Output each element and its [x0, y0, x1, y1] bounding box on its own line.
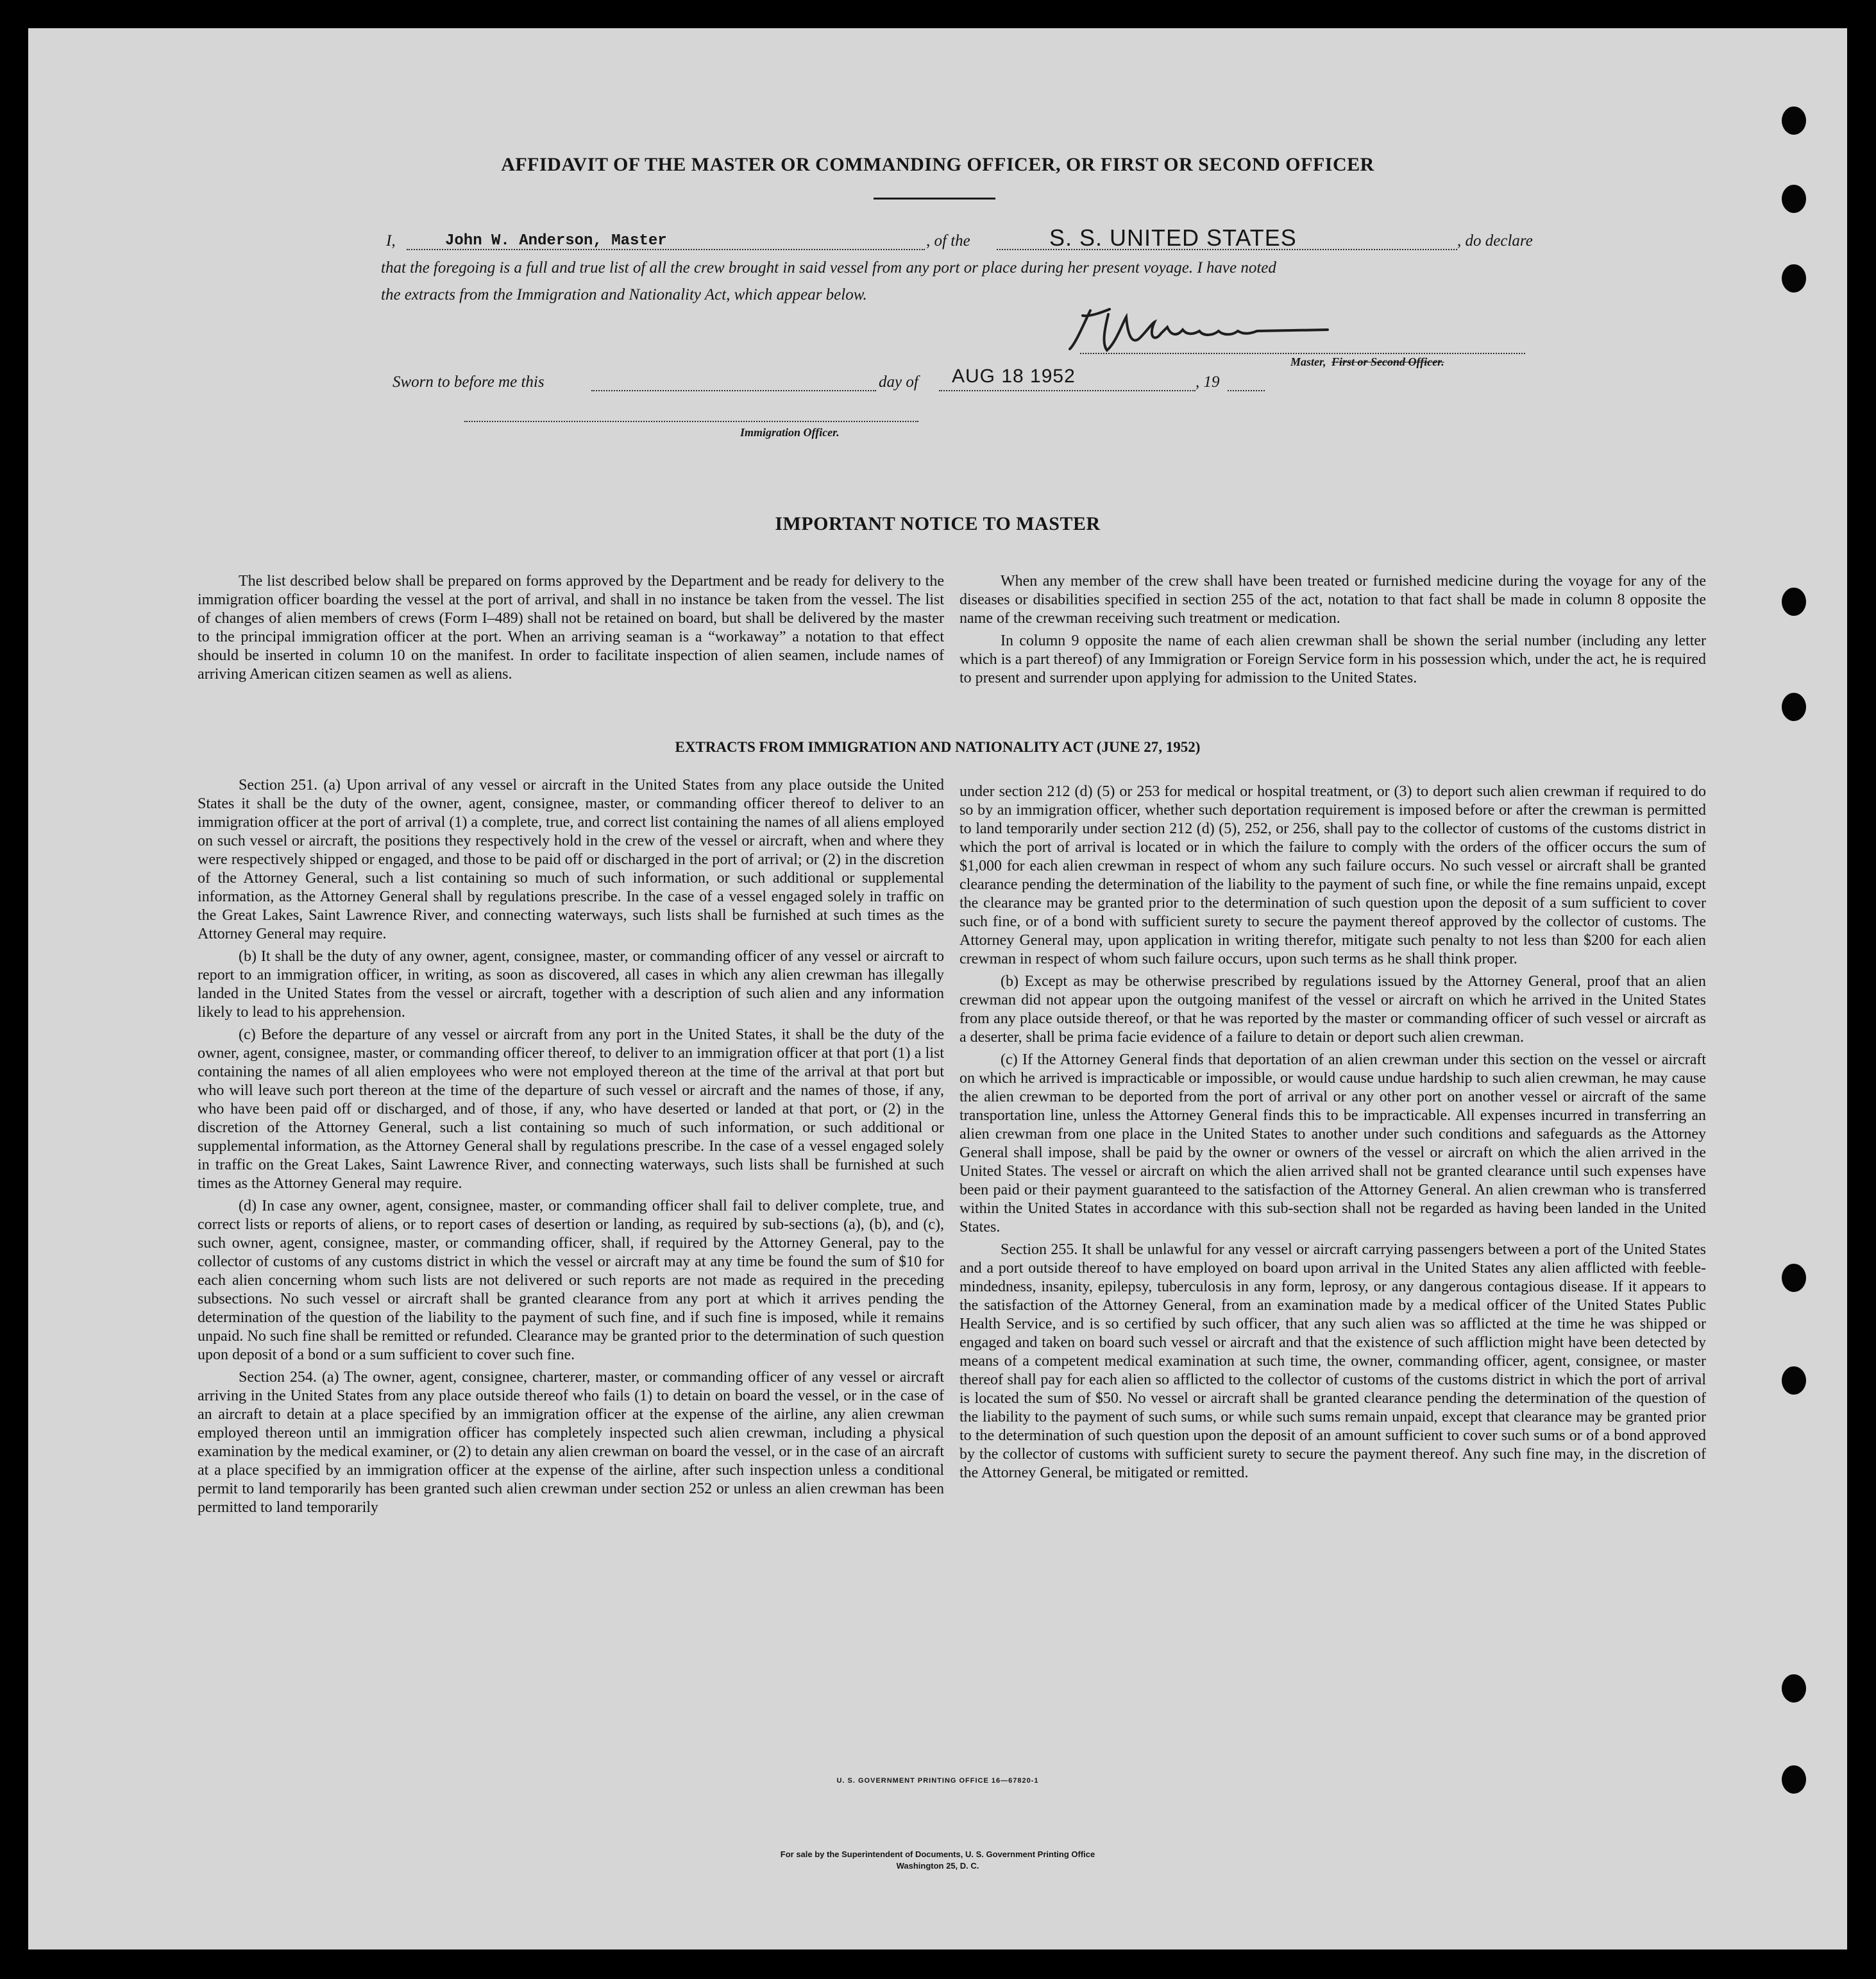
affidavit-page	[28, 28, 1847, 1949]
binder-hole	[1782, 693, 1806, 721]
sale-line-2: Washington 25, D. C.	[896, 1861, 979, 1871]
master-name: John W. Anderson, Master	[445, 232, 667, 250]
notice-paragraph: When any member of the crew shall have been treated or furnished medicine during the voyage for any of the diseases or disabilities specified in section 255 of the act, notation to that fact shall be made in column 8 opposite the name of the crewman receiving such treatment or medication.	[959, 573, 1706, 627]
extracts-title: EXTRACTS FROM IMMIGRATION AND NATIONALITY ACT (JUNE 27, 1952)	[675, 739, 1201, 755]
declaration-line-3: the extracts from the Immigration and Nationality Act, which appear below.	[381, 286, 867, 303]
title-divider	[874, 198, 995, 200]
printing-office-line: U. S. GOVERNMENT PRINTING OFFICE 16—67820-1	[836, 1777, 1039, 1785]
sale-line-1: For sale by the Superintendent of Documents, U. S. Government Printing Office	[780, 1849, 1095, 1859]
section-254c: (c) If the Attorney General finds that deportation of an alien crewman under this section on the vessel or aircraft on which he arrived is impracticable or impossible, or would cause undue hardship to such alien crewman, he may cause the alien crewman to be deported from the port of arrival or any other port on another vessel or aircraft of the same transportation line, unless the Attorney General finds this to be impracticable. All expenses incurred in transferring an alien crewman from one place in the United States to another under such conditions and safeguards as the Attorney General shall impose, shall be paid by the owner or owners of the vessel or aircraft on which the alien arrived in the United States. The vessel or aircraft on which the alien arrived shall not be granted clearance until such expenses have been paid or their payment guaranteed to the satisfaction of the Attorney General. An alien crewman who is transferred within the United States in accordance with this sub-section shall not be regarded as having been landed in the United States.	[959, 1051, 1706, 1236]
of-the-label: , of the	[926, 232, 970, 250]
section-254a: Section 254. (a) The owner, agent, consignee, charterer, master, or commanding officer of any vessel or aircraft arriving in the United States from any place outside thereof who fails (1) to detain on board the vessel, or in the case of an aircraft to detain at a place specified by an immigration officer at the expense of the airline, any alien crewman employed thereon until an immigration officer has completely inspected such alien crewman, including a physical examination by the medical examiner, or (2) to detain any alien crewman on board the vessel, or in the case of an aircraft at a place specified by an immigration officer at the expense of the airline, after such inspection unless a conditional permit to land temporarily has been granted such alien crewman under section 252 or unless an alien crewman has been permitted to land temporarily	[198, 1369, 944, 1516]
date-stamp: AUG 18 1952	[952, 366, 1076, 387]
signature-role	[1290, 355, 1444, 369]
sworn-month-blank	[939, 390, 1196, 391]
sworn-prefix: Sworn to before me this	[393, 373, 545, 391]
binder-hole	[1782, 1765, 1806, 1794]
section-255: Section 255. It shall be unlawful for any vessel or aircraft carrying passengers between a port of the United States and a port outside thereof to have employed on board upon arrival in the United States any alien afflicted with feeble-mindedness, insanity, epilepsy, tuberculosis in any form, leprosy, or any dangerous contagious disease. If it appears to the satisfaction of the Attorney General, from an examination made by a medical officer of the United States Public Health Service, and is so certified by such officer, that any such alien was so afflicted at the time he was shipped or engaged and taken on board such vessel or aircraft and that the existence of such affliction might have been detected by means of a competent medical examination at such time, the owner, commanding officer, agent, consignee, or master thereof shall pay for each alien so afflicted to the collector of customs of the customs district in which the port of arrival is located the sum of $50. No vessel or aircraft shall be granted clearance pending the determination of the question of the liability to the payment of such sums, or while such sums remain unpaid, except that clearance may be granted prior to the determination of such question upon the deposit of an amount sufficient to cover such sums or of a bond approved by the collector of customs with sufficient surety to secure the payment thereof. Any such fine may, in the discretion of the Attorney General, be mitigated or remitted.	[959, 1241, 1706, 1481]
signature-line	[1080, 353, 1525, 354]
master-signature	[1065, 298, 1347, 362]
binder-hole	[1782, 185, 1806, 213]
section-251a: Section 251. (a) Upon arrival of any vessel or aircraft in the United States from any place outside the United States it shall be the duty of the owner, agent, consignee, master, or commanding officer thereof to deliver to an immigration officer at the port of arrival (1) a complete, true, and correct list containing the names of all aliens employed on such vessel or aircraft, the positions they respectively hold in the crew of the vessel or aircraft, when and where they were respectively shipped or engaged, and those to be paid off or discharged in the port of arrival; or (2) in the discretion of the Attorney General, such a list containing so much of such information, or such additional or supplemental information, as the Attorney General shall by regulations prescribe. In the case of a vessel engaged solely in traffic on the Great Lakes, Saint Lawrence River, and connecting waterways, such lists shall be furnished at such times as the Attorney General may require.	[198, 777, 944, 942]
binder-hole	[1782, 1264, 1806, 1292]
sale-notice	[28, 1849, 1847, 1872]
vessel-name: S. S. UNITED STATES	[1049, 225, 1297, 251]
binder-hole	[1782, 1366, 1806, 1395]
notice-left-column	[198, 572, 944, 688]
struck-officer-label: First or Second Officer.	[1331, 355, 1444, 368]
binder-hole	[1782, 588, 1806, 616]
year-label: , 19	[1196, 373, 1220, 391]
notice-right-column	[959, 572, 1706, 692]
do-declare-label: , do declare	[1457, 232, 1533, 250]
binder-hole	[1782, 106, 1806, 135]
section-251b: (b) It shall be the duty of any owner, agent, consignee, master, or commanding officer of any vessel or aircraft to report to an immigration officer, in writing, as soon as discovered, all cases in which any alien crewman has illegally landed in the United States from the vessel or aircraft, together with a description of such alien and any information likely to lead to his apprehension.	[198, 948, 944, 1021]
affidavit-title: AFFIDAVIT OF THE MASTER OR COMMANDING OFFICER, OR FIRST OR SECOND OFFICER	[501, 154, 1374, 175]
sworn-year-blank	[1228, 390, 1265, 391]
immigration-officer-label: Immigration Officer.	[740, 426, 840, 439]
section-254b: (b) Except as may be otherwise prescribed by regulations issued by the Attorney General, proof that an alien crewman did not appear upon the outgoing manifest of the vessel or aircraft on which he arrived in the United States from any place outside thereof, or that he was reported by the master or commanding officer of such vessel or aircraft as a deserter, shall be prima facie evidence of a failure to detain or deport such alien crewman.	[959, 973, 1706, 1046]
sworn-day-blank	[591, 390, 876, 391]
immigration-officer-line	[464, 421, 918, 422]
section-254a-continued: under section 212 (d) (5) or 253 for medical or hospital treatment, or (3) to deport such alien crewman if required to do so by an immigration officer, whether such deportation requirement is imposed before or after the crewman is permitted to land temporarily under section 212 (d) (5), 252, or 256, shall pay to the collector of customs of the customs district in which the port of arrival is located or in which the failure to comply with the orders of the officer occurs the sum of $1,000 for each alien crewman in respect of whom any such failure occurs. No such vessel or aircraft shall be granted clearance pending the determination of the liability to the payment of such fine, or while the fine remains unpaid, except the clearance may be granted prior to the determination of such question upon the deposit of a sum sufficient to cover such fine, or of a bond with sufficient surety to secure the payment thereof approved by the collector of customs. The Attorney General may, upon application in writing therefor, mitigate such penalty to not less than $200 for each alien crewman in respect of whom such failure occurs, upon such terms as he shall think proper.	[959, 783, 1706, 967]
day-of-label: day of	[879, 373, 918, 391]
declaration-line-2: that the foregoing is a full and true list of all the crew brought in said vessel from any port or place during her present voyage. I have noted	[381, 259, 1276, 276]
extracts-right-column	[959, 783, 1706, 1486]
binder-hole	[1782, 1674, 1806, 1703]
binder-hole	[1782, 264, 1806, 293]
master-role-label: Master,	[1290, 355, 1326, 368]
notice-paragraph: In column 9 opposite the name of each alien crewman shall be shown the serial number (including any letter which is a part thereof) of any Immigration or Foreign Service form in his possession which, under the act, he is required to present and surrender upon applying for admission to the United States.	[959, 633, 1706, 686]
notice-paragraph: The list described below shall be prepared on forms approved by the Department and be ready for delivery to the immigration officer boarding the vessel at the port of arrival, and shall in no instance be taken from the vessel. The list of changes of alien members of crews (Form I–489) shall not be retained on board, but shall be delivered by the master to the principal immigration officer at the port. When an arriving seaman is a “workaway” a notation to that effect should be inserted in column 10 on the manifest. In order to facilitate inspection of alien seamen, include names of arriving American citizen seamen as well as aliens.	[198, 573, 944, 683]
extracts-left-column	[198, 776, 944, 1521]
notice-title: IMPORTANT NOTICE TO MASTER	[775, 513, 1101, 534]
section-251d: (d) In case any owner, agent, consignee, master, or commanding officer shall fail to deliver complete, true, and correct lists or reports of aliens, or to report cases of desertion or landing, as required by sub-sections (a), (b), and (c), such owner, agent, consignee, master, or commanding officer, shall, if required by the Attorney General, pay to the collector of customs of any customs district in which the vessel or aircraft may at any time be found the sum of $10 for each alien concerning whom such lists are not delivered or such reports are not made as required in the preceding subsections. No such vessel or aircraft shall be granted clearance from any port at which it arrives pending the determination of the question of the liability to the payment of such fine, and if such fine is imposed, while it remains unpaid. No such fine shall be remitted or refunded. Clearance may be granted prior to the determination of such question upon deposit of a bond or a sum sufficient to cover such fine.	[198, 1198, 944, 1363]
section-251c: (c) Before the departure of any vessel or aircraft from any port in the United States, it shall be the duty of the owner, agent, consignee, master, or commanding officer thereof, to deliver to an immigration officer at that port (1) a list containing the names of all alien employees who were not employed thereon at the time of the arrival at that port but who will leave such port thereon at the time of the departure of such vessel or aircraft and the names of those, if any, who have been paid off or discharged, and of those, if any, who have deserted or landed at that port, or (2) in the discretion of the Attorney General, such a list containing so much of such information, or such additional or supplemental information, as the Attorney General shall by regulations prescribe. In the case of a vessel engaged solely in traffic on the Great Lakes, Saint Lawrence River, and connecting waterways, such lists shall be furnished at such times as the Attorney General may require.	[198, 1026, 944, 1192]
declaration-prefix: I,	[386, 232, 396, 250]
